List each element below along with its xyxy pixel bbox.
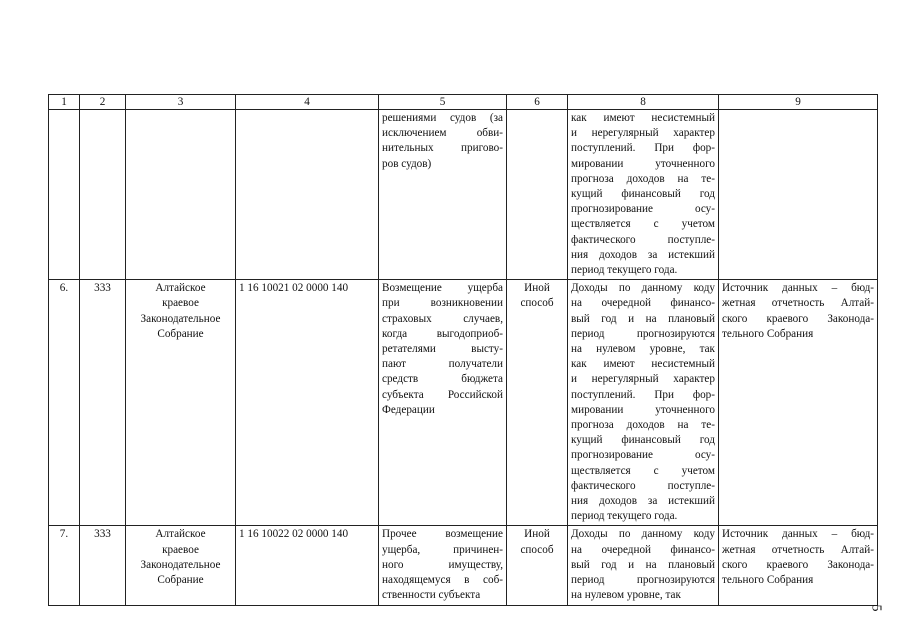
header-row [49, 95, 878, 110]
text-line: мировании уточненного [571, 157, 715, 170]
revenue-description [379, 280, 507, 526]
text-line: вый год и на плановый [571, 312, 715, 325]
forecast-method [507, 526, 568, 605]
text-line: ущерба, причинен- [382, 543, 503, 556]
cell-empty [719, 110, 878, 280]
text-line: жетная отчетность Алтай- [722, 543, 874, 556]
text-line: Законодательное [140, 312, 221, 325]
data-source [719, 280, 878, 526]
header-col-4: 4 [236, 95, 379, 110]
text-line: краевое [162, 543, 199, 556]
text-line: вый год и на плановый [571, 558, 715, 571]
text-line: тельного Собрания [722, 327, 814, 340]
data-source [719, 526, 878, 605]
text-line: Прочее возмещение [382, 528, 503, 541]
text-line: кущий финансовый год [571, 434, 715, 447]
text-line: способ [520, 543, 554, 556]
text-line: средств бюджета [382, 373, 503, 386]
text-line: ществляется с учетом [571, 464, 715, 477]
administrator-name [126, 526, 236, 605]
cell-empty [126, 110, 236, 280]
header-col-1: 1 [49, 95, 80, 110]
text-line: прогноза доходов на те- [571, 172, 715, 185]
forecast-method [507, 280, 568, 526]
text-line: Собрание [157, 574, 204, 587]
text-line: находящемуся в соб- [382, 574, 503, 587]
header-col-2: 2 [80, 95, 126, 110]
header-col-8: 8 [568, 95, 719, 110]
text-line: как имеют несистемный [571, 358, 715, 371]
text-line: поступлений. При фор- [571, 142, 715, 155]
text-line: и нерегулярный характер [571, 127, 715, 140]
text-line: ского краевого Законода- [722, 558, 874, 571]
text-line: ров судов) [382, 157, 432, 170]
administrator-name [126, 280, 236, 526]
text-line: поступлений. При фор- [571, 388, 715, 401]
text-line: период текущего года. [571, 510, 678, 523]
text-line: когда выгодоприоб- [382, 327, 503, 340]
page-number: 5 [868, 604, 884, 612]
text-line: на нулевом уровне, так [571, 343, 715, 356]
cell-empty [49, 110, 80, 280]
cell-empty [507, 110, 568, 280]
text-line: субъекта Российской [382, 388, 503, 401]
text-line: Алтайское [155, 282, 206, 295]
text-line: ного имуществу, [382, 558, 503, 571]
text-line: фактического поступле- [571, 479, 715, 492]
text-line: на очередной финансо- [571, 297, 715, 310]
text-line: на нулевом уровне, так [571, 589, 681, 602]
text-line: мировании уточненного [571, 403, 715, 416]
revenue-forecast-table [48, 94, 878, 606]
cell-empty [80, 110, 126, 280]
text-line: ния доходов за истекший [571, 495, 715, 508]
text-line: период прогнозируются [571, 327, 715, 340]
budget-classification-code: 1 16 10021 02 0000 140 [236, 280, 379, 526]
text-line: Источник данных – бюд- [722, 528, 874, 541]
cell-algorithm-continued [568, 110, 719, 280]
text-line: прогноза доходов на те- [571, 419, 715, 432]
header-col-3: 3 [126, 95, 236, 110]
text-line: тельного Собрания [722, 574, 814, 587]
budget-classification-code: 1 16 10022 02 0000 140 [236, 526, 379, 605]
text-line: ретателями высту- [382, 343, 503, 356]
text-line: при возникновении [382, 297, 503, 310]
text-line: исключением обви- [382, 127, 503, 140]
text-line: страховых случаев, [382, 312, 503, 325]
text-line: Иной [524, 282, 550, 295]
text-line: период текущего года. [571, 264, 678, 277]
text-line: фактического поступле- [571, 233, 715, 246]
text-line: Доходы по данному коду [571, 528, 715, 541]
cell-description-continued [379, 110, 507, 280]
chapter-code: 333 [80, 280, 126, 526]
text-line: Иной [524, 528, 550, 541]
text-line: ния доходов за истекший [571, 248, 715, 261]
text-line: Законодательное [140, 558, 221, 571]
revenue-description [379, 526, 507, 605]
text-line: прогнозирование осу- [571, 449, 715, 462]
calculation-algorithm [568, 280, 719, 526]
row-number: 6. [49, 280, 80, 526]
table-row [49, 526, 878, 605]
row-number: 7. [49, 526, 80, 605]
text-line: ственности субъекта [382, 589, 481, 602]
text-line: и нерегулярный характер [571, 373, 715, 386]
chapter-code: 333 [80, 526, 126, 605]
text-line: Источник данных – бюд- [722, 282, 874, 295]
header-col-9: 9 [719, 95, 878, 110]
continuation-row [49, 110, 878, 280]
cell-empty [236, 110, 379, 280]
header-col-5: 5 [379, 95, 507, 110]
text-line: способ [520, 297, 554, 310]
text-line: период прогнозируются [571, 574, 715, 587]
text-line: Федерации [382, 403, 435, 416]
text-line: краевое [162, 297, 199, 310]
text-line: Собрание [157, 327, 204, 340]
text-line: жетная отчетность Алтай- [722, 297, 874, 310]
text-line: Доходы по данному коду [571, 282, 715, 295]
text-line: пают получатели [382, 358, 503, 371]
header-col-6: 6 [507, 95, 568, 110]
text-line: нительных пригово- [382, 142, 503, 155]
table-row [49, 280, 878, 526]
calculation-algorithm [568, 526, 719, 605]
text-line: решениями судов (за [382, 112, 503, 124]
text-line: кущий финансовый год [571, 188, 715, 201]
text-line: прогнозирование осу- [571, 203, 715, 216]
text-line: ского краевого Законода- [722, 312, 874, 325]
text-line: ществляется с учетом [571, 218, 715, 231]
text-line: на очередной финансо- [571, 543, 715, 556]
text-line: Возмещение ущерба [382, 282, 503, 295]
text-line: Алтайское [155, 528, 206, 541]
text-line: как имеют несистемный [571, 112, 715, 124]
